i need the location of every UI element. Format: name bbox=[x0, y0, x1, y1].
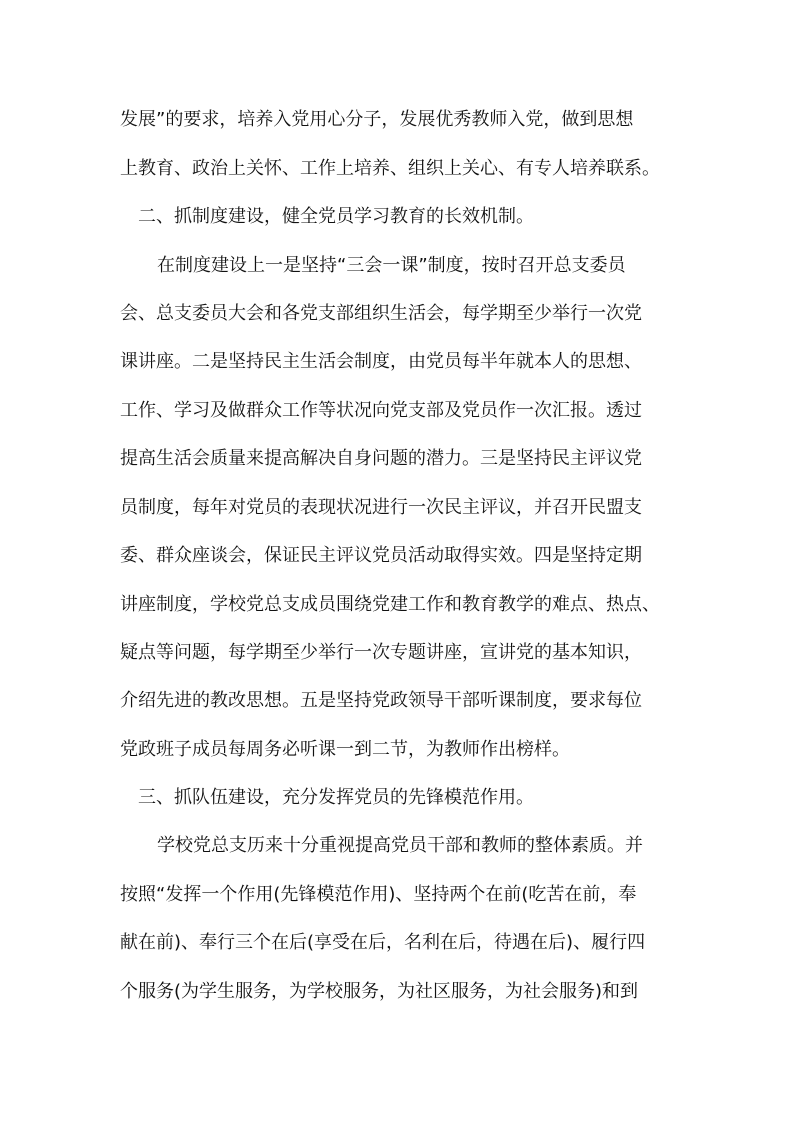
section-heading: 二、抓制度建设，健全党员学习教育的长效机制。 bbox=[138, 206, 534, 227]
paragraph-line: 提高生活会质量来提高解决自身问题的潜力。三是坚持民主评议党 bbox=[120, 448, 642, 469]
paragraph-line: 疑点等问题，每学期至少举行一次专题讲座，宣讲党的基本知识， bbox=[120, 642, 642, 663]
paragraph-line: 上教育、政治上关怀、工作上培养、组织上关心、有专人培养联系。 bbox=[120, 158, 660, 179]
paragraph-line: 按照“发挥一个作用(先锋模范作用)、坚持两个在前(吃苦在前，奉 bbox=[120, 884, 637, 905]
paragraph-line: 学校党总支历来十分重视提高党员干部和教师的整体素质。并 bbox=[157, 835, 643, 856]
paragraph-line: 党政班子成员每周务必听课一到二节，为教师作出榜样。 bbox=[120, 739, 570, 760]
paragraph-line: 个服务(为学生服务，为学校服务，为社区服务，为社会服务)和到 bbox=[120, 981, 639, 1002]
paragraph-line: 发展”的要求，培养入党用心分子，发展优秀教师入党，做到思想 bbox=[120, 109, 634, 130]
paragraph-line: 工作、学习及做群众工作等状况向党支部及党员作一次汇报。透过 bbox=[120, 400, 642, 421]
paragraph-line: 在制度建设上一是坚持“三会一课”制度，按时召开总支委员 bbox=[157, 255, 626, 276]
paragraph-line: 课讲座。二是坚持民主生活会制度，由党员每半年就本人的思想、 bbox=[120, 351, 642, 372]
paragraph-line: 讲座制度，学校党总支成员围绕党建工作和教育教学的难点、热点、 bbox=[120, 594, 660, 615]
paragraph-line: 会、总支委员大会和各党支部组织生活会，每学期至少举行一次党 bbox=[120, 303, 642, 324]
paragraph-line: 委、群众座谈会，保证民主评议党员活动取得实效。四是坚持定期 bbox=[120, 545, 642, 566]
paragraph-line: 员制度，每年对党员的表现状况进行一次民主评议，并召开民盟支 bbox=[120, 497, 642, 518]
paragraph-line: 献在前)、奉行三个在后(享受在后，名利在后，待遇在后)、履行四 bbox=[120, 932, 646, 953]
paragraph-line: 介绍先进的教改思想。五是坚持党政领导干部听课制度，要求每位 bbox=[120, 690, 642, 711]
section-heading: 三、抓队伍建设，充分发挥党员的先锋模范作用。 bbox=[138, 787, 534, 808]
